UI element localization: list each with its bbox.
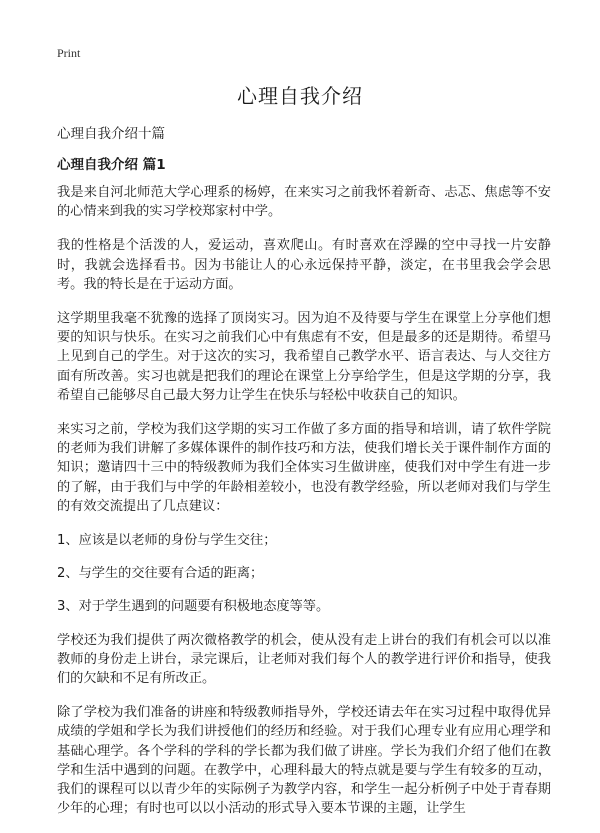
paragraph: 来实习之前，学校为我们这学期的实习工作做了多方面的指导和培训，请了软件学院的老师为我们讲解了多媒体课件的制作技巧和方法，使我们增长关于课件制作方面的知识；邀请四十三中的特级教师为我们全体实习生做讲座，使我们对中学生有进一步的了解，由于我们与中学的年龄相差较小，也没有教学经验，所以老师对我们与学生的有效交流提出了几点建议： [57,422,551,514]
page-title: 心理自我介绍 [237,84,363,108]
paragraph: 这学期里我毫不犹豫的选择了顶岗实习。因为迫不及待要与学生在课堂上分享他们想要的知识与快乐。在实习之前我们心中有焦虑有不安，但是最多的还是期待。希望马上见到自己的学生。对于这次的实习，我希望自己教学水平、语言表达、与人交往方面有所改善。实习也就是把我们的理论在课堂上分享给学生，但是这学期的分享，我希望自己能够尽自己最大努力让学生在快乐与轻松中收获自己的知识。 [57,311,551,403]
paragraph: 我的性格是个活泼的人，爱运动，喜欢爬山。有时喜欢在浮躁的空中寻找一片安静时，我就会选择看书。因为书能让人的心永远保持平静，淡定，在书里我会学会思考。我的特长是在于运动方面。 [57,238,551,292]
list-item: 1、应该是以老师的身份与学生交往； [57,533,277,549]
paragraph: 学校还为我们提供了两次微格教学的机会，使从没有走上讲台的我们有机会可以以准教师的身份走上讲台，录完课后，让老师对我们每个人的教学进行评价和指导，使我们的欠缺和不足有所改正。 [57,632,551,687]
list-item: 3、对于学生遇到的问题要有积极地态度等等。 [57,599,330,615]
document-subtitle: 心理自我介绍十篇 [57,126,165,142]
paragraph: 我是来自河北师范大学心理系的杨婷，在来实习之前我怀着新奇、忐忑、焦虑等不安的心情来到我的实习学校郑家村中学。 [57,185,551,220]
print-label: Print [57,46,81,60]
list-item: 2、与学生的交往要有合适的距离； [57,566,264,582]
section-heading: 心理自我介绍 篇1 [57,157,166,173]
article-body [57,183,551,833]
paragraph: 除了学校为我们准备的讲座和特级教师指导外，学校还请去年在实习过程中取得优异成绩的学姐和学长为我们讲授他们的经历和经验。对于我们心理专业有应用心理学和基础心理学。各个学科的学科的学长都为我们做了讲座。学长为我们介绍了他们在教学和生活中遇到的问题。在教学中，心理科最大的特点就是要与学生有较多的互动，我们的课程可以以青少年的实际例子为教学内容，和学生一起分析例子中处于青春期少年的心理；有时也可以以小活动的形式导入要本节课的主题，让学生 [57,705,551,817]
